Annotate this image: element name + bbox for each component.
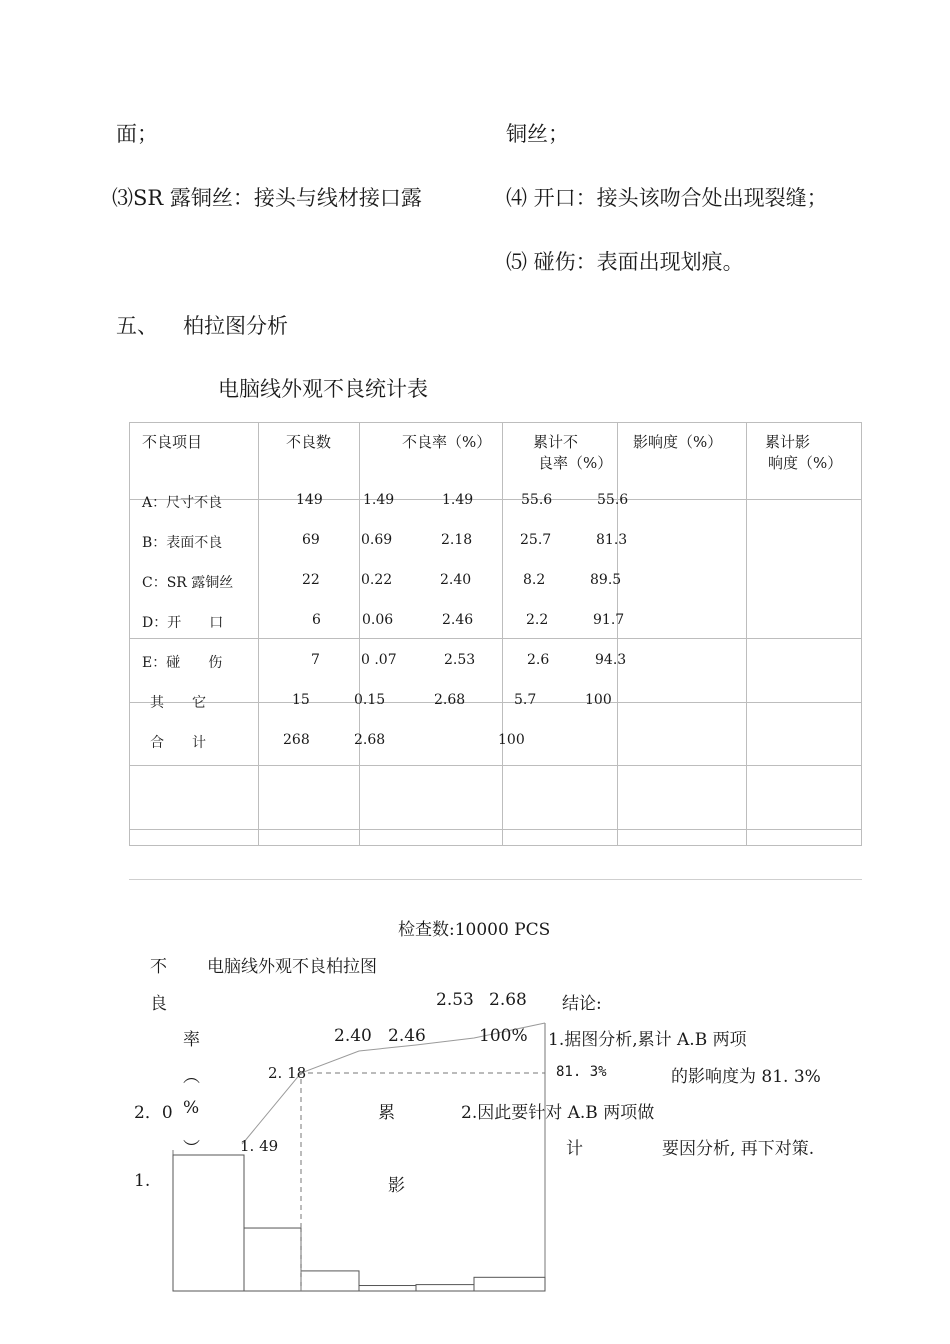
text-left-line1: 面； (116, 122, 158, 146)
header-impact: 影响度（%） (633, 433, 723, 451)
cell-impact: 25.7 (520, 532, 552, 548)
chart-bar-3 (301, 1271, 359, 1291)
cell-impact: 5.7 (514, 692, 537, 708)
cell-rate: 2.68 (354, 732, 386, 748)
section-number: 五、 (116, 314, 158, 338)
cell-cum-impact: 100 (585, 692, 612, 708)
conclusion-line2-left: 81. 3% (556, 1064, 607, 1080)
header-cum-rate-2: 良率（%） (538, 454, 613, 472)
cell-count: 15 (292, 692, 310, 708)
y-label-char-1: 不 (150, 957, 167, 977)
text-right-line3: ⑸ 碰伤：表面出现划痕。 (506, 250, 744, 274)
cell-rate: 0.15 (354, 692, 386, 708)
cell-item: E：碰 伤 (142, 655, 223, 671)
cumulative-label-4: 2.46 (388, 1026, 426, 1046)
header-rate: 不良率（%） (402, 433, 492, 451)
cell-rate: 0.22 (361, 572, 393, 588)
cell-cum-impact: 55.6 (597, 492, 629, 508)
cell-count: 7 (311, 652, 320, 668)
inspect-count: 检查数:10000 PCS (398, 920, 551, 940)
text-right-line2: ⑷ 开口：接头该吻合处出现裂缝； (506, 186, 828, 210)
cell-count: 69 (302, 532, 320, 548)
y-label-char-6: ︶ (183, 1139, 200, 1159)
conclusion-line1: 1.据图分析,累计 A.B 两项 (548, 1030, 747, 1050)
cell-item: 其 它 (150, 695, 206, 711)
table-title: 电脑线外观不良统计表 (218, 377, 428, 401)
y-tick-1: 1. (134, 1171, 151, 1191)
chart-bar-1 (173, 1155, 244, 1291)
cell-item: A：尺寸不良 (142, 495, 223, 511)
cell-item: 合 计 (150, 735, 206, 751)
cell-rate: 0.06 (362, 612, 394, 628)
y-tick-2: 2．0 (134, 1103, 173, 1123)
cell-count: 149 (296, 492, 323, 508)
cell-cum-impact: 89.5 (590, 572, 622, 588)
cumulative-label-6: 2.68 (489, 990, 527, 1010)
header-cum-impact: 累计影 (765, 433, 811, 451)
cumulative-label-5: 2.53 (436, 990, 474, 1010)
cell-item: C：SR 露铜丝 (142, 575, 234, 591)
chart-bar-4 (359, 1286, 416, 1291)
cell-cum-rate: 2.68 (434, 692, 466, 708)
cell-rate: 0 .07 (361, 652, 397, 668)
conclusion-line2-right: 的影响度为 81. 3% (671, 1067, 821, 1087)
cell-item: D：开 口 (142, 615, 224, 631)
cell-cum-rate: 2.53 (444, 652, 476, 668)
conclusion-line3: 2.因此要针对 A.B 两项做 (461, 1103, 655, 1123)
conclusion-line4: 要因分析, 再下对策. (662, 1139, 815, 1159)
cell-impact: 100 (498, 732, 525, 748)
right-label-char-3: 影 (388, 1176, 405, 1196)
cell-rate: 1.49 (363, 492, 395, 508)
section-title: 柏拉图分析 (183, 314, 288, 338)
text-left-line2: ⑶SR 露铜丝：接头与线材接口露 (112, 186, 422, 210)
cell-count: 22 (302, 572, 320, 588)
cell-cum-impact: 81.3 (596, 532, 628, 548)
right-label-char-1: 累 (378, 1103, 395, 1123)
header-count: 不良数 (286, 433, 332, 451)
cell-cum-impact: 91.7 (593, 612, 625, 628)
header-cum-rate: 累计不 (533, 433, 579, 451)
cell-impact: 55.6 (521, 492, 553, 508)
cell-cum-rate: 1.49 (442, 492, 474, 508)
cumulative-label-1: 1. 49 (240, 1137, 279, 1155)
right-label-char-2: 计 (566, 1139, 583, 1159)
chart-title: 电脑线外观不良柏拉图 (207, 957, 377, 977)
cell-item: B：表面不良 (142, 535, 223, 551)
header-item: 不良项目 (142, 433, 203, 451)
chart-bar-6 (474, 1277, 545, 1291)
cell-impact: 2.6 (527, 652, 550, 668)
y-label-char-3: 率 (183, 1030, 200, 1050)
chart-axes (173, 1023, 545, 1291)
text-right-line1: 铜丝； (506, 122, 569, 146)
cell-count: 268 (283, 732, 310, 748)
cell-cum-rate: 2.18 (441, 532, 473, 548)
cell-impact: 8.2 (523, 572, 546, 588)
cell-rate: 0.69 (361, 532, 393, 548)
y-label-char-2: 良 (150, 994, 167, 1014)
cell-cum-impact: 94.3 (595, 652, 627, 668)
conclusion-title: 结论: (562, 994, 602, 1014)
cumulative-percent-label: 100% (479, 1026, 528, 1046)
chart-bar-5 (416, 1285, 474, 1291)
y-label-char-4: ︵ (183, 1067, 200, 1087)
cell-cum-rate: 2.40 (440, 572, 472, 588)
chart-bar-2 (244, 1228, 301, 1291)
cell-count: 6 (312, 612, 321, 628)
header-cum-impact-2: 响度（%） (768, 454, 843, 472)
cell-impact: 2.2 (526, 612, 549, 628)
cumulative-label-2: 2. 18 (268, 1064, 307, 1082)
cumulative-label-3: 2.40 (334, 1026, 372, 1046)
y-label-char-5: % (183, 1098, 200, 1118)
cell-cum-rate: 2.46 (442, 612, 474, 628)
